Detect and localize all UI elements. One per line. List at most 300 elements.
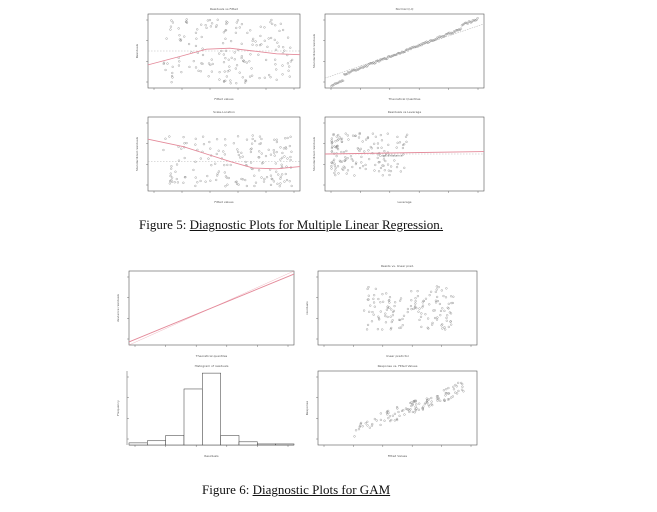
data-point — [458, 390, 460, 392]
data-point — [196, 181, 198, 183]
data-point — [413, 308, 415, 310]
data-point — [372, 298, 374, 300]
data-point — [390, 170, 392, 172]
data-point — [382, 301, 384, 303]
data-point — [394, 413, 396, 415]
data-point — [396, 419, 398, 421]
data-point — [284, 156, 286, 158]
chart-title: Response vs. Fitted Values — [377, 364, 418, 368]
data-point — [195, 161, 197, 163]
data-point — [452, 396, 454, 398]
data-point — [441, 307, 443, 309]
data-point — [399, 300, 401, 302]
data-point — [205, 181, 207, 183]
data-point — [410, 305, 412, 307]
data-point — [223, 61, 225, 63]
data-point — [276, 141, 278, 143]
data-point — [217, 19, 219, 21]
data-point — [287, 137, 289, 139]
chart-title: Histogram of residuals — [194, 364, 229, 368]
data-point — [263, 178, 265, 180]
data-point — [268, 74, 270, 76]
data-point — [396, 147, 398, 149]
data-point — [171, 177, 173, 179]
data-point — [249, 76, 251, 78]
data-point — [377, 298, 379, 300]
data-point — [375, 136, 377, 138]
data-point — [369, 305, 371, 307]
plot-scale-location — [134, 108, 304, 205]
data-point — [444, 329, 446, 331]
data-point — [383, 158, 385, 160]
data-point — [217, 173, 219, 175]
data-point — [281, 164, 283, 166]
data-point — [193, 60, 195, 62]
data-point — [180, 148, 182, 150]
data-point — [235, 32, 237, 34]
data-point — [440, 310, 442, 312]
data-point — [289, 180, 291, 182]
histogram-bar — [221, 435, 239, 445]
data-point — [265, 155, 267, 157]
data-point — [388, 302, 390, 304]
data-point — [258, 169, 260, 171]
data-point — [250, 53, 252, 55]
data-point — [180, 71, 182, 73]
data-point — [332, 161, 334, 163]
data-point — [389, 174, 391, 176]
data-point — [238, 154, 240, 156]
scale-location-chart — [134, 108, 304, 205]
data-point — [415, 403, 417, 405]
data-point — [170, 168, 172, 170]
data-point — [372, 311, 374, 313]
plot-response-vs-fitted — [304, 362, 481, 459]
data-point — [289, 47, 291, 49]
data-point — [289, 76, 291, 78]
data-point — [202, 48, 204, 50]
plot-residuals-vs-fitted — [134, 5, 304, 102]
data-point — [380, 311, 382, 313]
data-point — [387, 144, 389, 146]
data-point — [394, 301, 396, 303]
data-point — [368, 295, 370, 297]
x-axis-label: Leverage — [397, 200, 412, 204]
data-point — [367, 425, 369, 427]
data-point — [428, 303, 430, 305]
data-point — [418, 409, 420, 411]
data-point — [347, 135, 349, 137]
data-point — [270, 37, 272, 39]
data-point — [279, 185, 281, 187]
data-point — [334, 169, 336, 171]
data-point — [290, 61, 292, 63]
data-point — [445, 296, 447, 298]
data-point — [362, 165, 364, 167]
data-point — [420, 326, 422, 328]
data-point — [226, 76, 228, 78]
data-point — [410, 290, 412, 292]
data-point — [273, 152, 275, 154]
data-point — [203, 143, 205, 145]
data-point — [389, 296, 391, 298]
data-point — [258, 150, 260, 152]
data-point — [333, 159, 335, 161]
data-point — [176, 164, 178, 166]
data-point — [276, 79, 278, 81]
plot-residuals-vs-leverage — [311, 108, 488, 205]
data-point — [378, 170, 380, 172]
data-point — [252, 40, 254, 42]
data-point — [165, 69, 167, 71]
data-point — [381, 329, 383, 331]
data-point — [373, 302, 375, 304]
data-point — [448, 326, 450, 328]
data-point — [367, 288, 369, 290]
data-point — [380, 413, 382, 415]
data-point — [391, 321, 393, 323]
data-point — [340, 151, 342, 153]
histogram-bar — [239, 442, 257, 445]
data-point — [163, 63, 165, 65]
figure-5-caption — [139, 217, 443, 233]
data-point — [420, 316, 422, 318]
data-point — [428, 405, 430, 407]
data-point — [396, 166, 398, 168]
data-point — [360, 162, 362, 164]
data-point — [270, 76, 272, 78]
data-point — [224, 172, 226, 174]
y-axis-label: Response — [305, 400, 309, 416]
data-point — [211, 71, 213, 73]
data-point — [360, 422, 362, 424]
data-point — [436, 286, 438, 288]
data-point — [382, 293, 384, 295]
data-point — [360, 148, 362, 150]
histogram-bar — [202, 373, 220, 445]
data-point — [363, 310, 365, 312]
data-point — [439, 400, 441, 402]
data-point — [456, 393, 458, 395]
chart-title: Residuals vs Fitted — [210, 7, 238, 11]
data-point — [248, 60, 250, 62]
data-point — [224, 57, 226, 59]
data-point — [277, 183, 279, 185]
chart-title: Normal Q-Q — [395, 7, 414, 11]
data-point — [209, 64, 211, 66]
x-axis-label: Theoretical quantiles — [195, 354, 228, 358]
data-point — [237, 135, 239, 137]
data-point — [394, 420, 396, 422]
data-point — [211, 59, 213, 61]
data-point — [437, 400, 439, 402]
data-point — [265, 59, 267, 61]
data-point — [374, 164, 376, 166]
qq-deviance-chart — [115, 262, 298, 359]
data-point — [384, 315, 386, 317]
data-point — [407, 311, 409, 313]
data-point — [388, 170, 390, 172]
data-point — [390, 316, 392, 318]
data-point — [402, 147, 404, 149]
data-point — [347, 169, 349, 171]
data-point — [288, 66, 290, 68]
data-point — [259, 136, 261, 138]
data-point — [384, 169, 386, 171]
data-point — [463, 390, 465, 392]
data-point — [334, 163, 336, 165]
data-point — [202, 136, 204, 138]
data-point — [184, 157, 186, 159]
data-point — [255, 182, 257, 184]
data-point — [390, 309, 392, 311]
data-point — [222, 151, 224, 153]
data-point — [195, 138, 197, 140]
data-point — [268, 149, 270, 151]
y-axis-label: deviance residuals — [116, 294, 120, 322]
figure-6-caption-title: Diagnostic Plots for GAM — [252, 482, 391, 497]
data-point — [344, 156, 346, 158]
data-point — [407, 308, 409, 310]
data-point — [216, 153, 218, 155]
data-point — [448, 303, 450, 305]
data-point — [453, 388, 455, 390]
data-point — [427, 318, 429, 320]
data-point — [417, 295, 419, 297]
data-point — [228, 177, 230, 179]
histogram-bar — [129, 443, 147, 445]
data-point — [222, 42, 224, 44]
data-point — [424, 313, 426, 315]
data-point — [366, 328, 368, 330]
data-point — [236, 149, 238, 151]
data-point — [362, 141, 364, 143]
data-point — [443, 295, 445, 297]
data-point — [410, 299, 412, 301]
data-point — [176, 178, 178, 180]
data-point — [436, 317, 438, 319]
data-point — [237, 151, 239, 153]
data-point — [274, 24, 276, 26]
data-point — [345, 133, 347, 135]
data-point — [278, 46, 280, 48]
data-point — [201, 36, 203, 38]
data-point — [414, 303, 416, 305]
data-point — [178, 65, 180, 67]
data-point — [273, 149, 275, 151]
data-point — [202, 63, 204, 65]
data-point — [370, 146, 372, 148]
histogram-bar — [257, 444, 275, 445]
data-point — [165, 138, 167, 140]
data-point — [235, 68, 237, 70]
data-point — [368, 149, 370, 151]
data-point — [436, 289, 438, 291]
data-point — [251, 68, 253, 70]
data-point — [223, 164, 225, 166]
data-point — [250, 162, 252, 164]
data-point — [200, 158, 202, 160]
data-point — [405, 136, 407, 138]
data-point — [200, 62, 202, 64]
data-point — [240, 152, 242, 154]
data-point — [276, 151, 278, 153]
data-point — [275, 171, 277, 173]
y-axis-label: residuals — [305, 301, 309, 315]
data-point — [392, 314, 394, 316]
y-axis-label: Frequency — [116, 400, 120, 416]
data-point — [241, 55, 243, 57]
data-point — [209, 148, 211, 150]
data-point — [381, 139, 383, 141]
data-point — [398, 411, 400, 413]
data-point — [219, 79, 221, 81]
data-point — [227, 70, 229, 72]
data-point — [197, 52, 199, 54]
data-point — [402, 318, 404, 320]
data-point — [365, 164, 367, 166]
data-point — [429, 294, 431, 296]
data-point — [419, 308, 421, 310]
data-point — [254, 185, 256, 187]
data-point — [210, 25, 212, 27]
data-point — [380, 419, 382, 421]
data-point — [281, 157, 283, 159]
data-point — [218, 53, 220, 55]
data-point — [374, 306, 376, 308]
data-point — [365, 422, 367, 424]
data-point — [358, 428, 360, 430]
data-point — [336, 136, 338, 138]
data-point — [183, 36, 185, 38]
x-axis-label: linear predictor — [386, 354, 409, 358]
data-point — [169, 183, 171, 185]
data-point — [233, 142, 235, 144]
histogram-bar — [166, 435, 184, 445]
residuals-vs-fitted-chart — [134, 5, 304, 102]
data-point — [397, 136, 399, 138]
data-point — [195, 38, 197, 40]
data-point — [377, 143, 379, 145]
data-point — [338, 172, 340, 174]
data-point — [282, 73, 284, 75]
data-point — [225, 144, 227, 146]
figure-5-caption-title: Diagnostic Plots for Multiple Linear Regression. — [189, 217, 444, 232]
data-point — [206, 27, 208, 29]
data-point — [273, 139, 275, 141]
data-point — [406, 141, 408, 143]
data-point — [421, 306, 423, 308]
data-point — [246, 62, 248, 64]
data-point — [335, 167, 337, 169]
x-axis-label: Residuals — [204, 454, 219, 458]
data-point — [361, 66, 363, 68]
data-point — [389, 415, 391, 417]
data-point — [239, 157, 241, 159]
data-point — [257, 54, 259, 56]
data-point — [252, 135, 254, 137]
data-point — [284, 137, 286, 139]
data-point — [230, 164, 232, 166]
data-point — [230, 82, 232, 84]
data-point — [261, 177, 263, 179]
data-point — [267, 46, 269, 48]
data-point — [239, 72, 241, 74]
data-point — [274, 155, 276, 157]
data-point — [374, 418, 376, 420]
data-point — [290, 136, 292, 138]
data-point — [286, 179, 288, 181]
data-point — [274, 59, 276, 61]
data-point — [251, 75, 253, 77]
data-point — [441, 328, 443, 330]
data-point — [287, 37, 289, 39]
data-point — [234, 52, 236, 54]
y-axis-label: Standardized residuals — [135, 136, 139, 172]
data-point — [186, 19, 188, 21]
data-point — [282, 65, 284, 67]
data-point — [339, 136, 341, 138]
data-point — [420, 313, 422, 315]
data-point — [452, 386, 454, 388]
data-point — [282, 29, 284, 31]
data-point — [380, 167, 382, 169]
figure-6-caption-label: Figure 6: — [202, 482, 250, 497]
data-point — [214, 163, 216, 165]
figure-5-caption-label: Figure 5: — [139, 217, 187, 232]
data-point — [241, 43, 243, 45]
data-point — [432, 322, 434, 324]
data-point — [374, 170, 376, 172]
chart-title: Scale-Location — [213, 110, 235, 114]
data-point — [225, 38, 227, 40]
data-point — [418, 403, 420, 405]
data-point — [397, 142, 399, 144]
data-point — [198, 70, 200, 72]
data-point — [373, 294, 375, 296]
data-point — [454, 384, 456, 386]
data-point — [170, 175, 172, 177]
data-point — [410, 408, 412, 410]
data-point — [270, 175, 272, 177]
data-point — [385, 292, 387, 294]
data-point — [428, 398, 430, 400]
data-point — [452, 296, 454, 298]
data-point — [445, 394, 447, 396]
data-point — [390, 166, 392, 168]
data-point — [209, 19, 211, 21]
data-point — [279, 30, 281, 32]
data-point — [402, 153, 404, 155]
data-point — [196, 28, 198, 30]
data-point — [352, 160, 354, 162]
data-point — [399, 415, 401, 417]
resids-vs-linear-pred-chart — [304, 262, 481, 359]
data-point — [403, 167, 405, 169]
data-point — [223, 54, 225, 56]
data-point — [179, 34, 181, 36]
data-point — [202, 54, 204, 56]
data-point — [230, 40, 232, 42]
data-point — [333, 172, 335, 174]
data-point — [367, 324, 369, 326]
data-point — [186, 142, 188, 144]
data-point — [244, 179, 246, 181]
data-point — [229, 69, 231, 71]
data-point — [279, 178, 281, 180]
data-point — [371, 320, 373, 322]
data-point — [412, 411, 414, 413]
